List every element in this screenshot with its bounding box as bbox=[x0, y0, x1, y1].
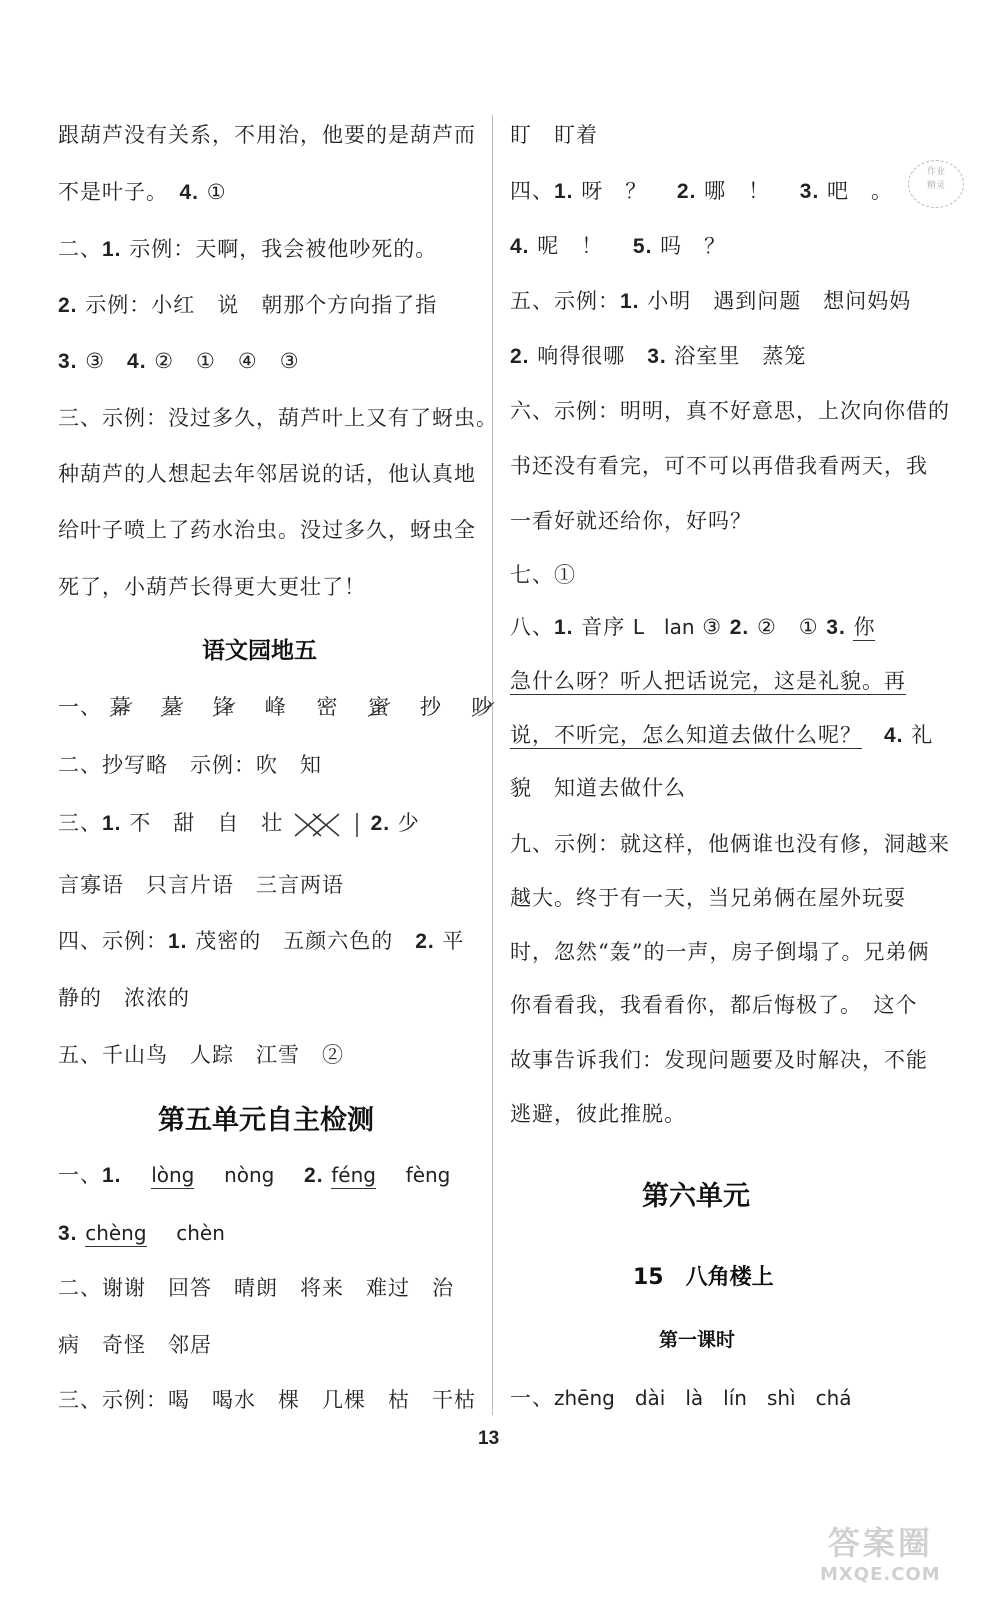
underlined-text: 你 bbox=[853, 615, 876, 639]
answer-line bbox=[58, 1218, 225, 1249]
answer-line bbox=[510, 829, 950, 859]
item-number: 4. bbox=[510, 235, 530, 258]
section-label: 一、 bbox=[58, 695, 102, 719]
answer-line bbox=[58, 983, 190, 1013]
answer-line bbox=[58, 459, 476, 489]
answer-text: ② ① ④ ③ bbox=[154, 349, 300, 373]
item-number: 1. bbox=[168, 930, 188, 953]
item-number: 2. bbox=[415, 930, 435, 953]
answer-line bbox=[510, 1045, 928, 1075]
pinyin-answer: zhēng dài là lín shì chá bbox=[554, 1386, 852, 1410]
answer-line bbox=[510, 286, 911, 317]
answer-text: 九、示例：就这样，他俩谁也没有修，洞越来 bbox=[510, 832, 950, 856]
section-label: 一、 bbox=[510, 1386, 554, 1410]
section-label: 五、示例： bbox=[510, 289, 620, 313]
matching-lines-icon bbox=[291, 810, 363, 840]
stamp-text: 精灵 bbox=[926, 181, 945, 191]
answer-line bbox=[510, 883, 906, 913]
answer-text: 盯 盯着 bbox=[510, 123, 598, 147]
pinyin-option: fèng bbox=[405, 1163, 451, 1187]
answer-text: 死了，小葫芦长得更大更壮了！ bbox=[58, 575, 366, 599]
item-number: 4. bbox=[884, 724, 904, 747]
section-heading: 语文园地五 bbox=[202, 638, 317, 664]
item-number: 3. bbox=[58, 350, 78, 373]
answer-text: 三、示例：没过多久，葫芦叶上又有了蚜虫。 bbox=[58, 406, 498, 430]
answer-line bbox=[58, 750, 322, 780]
item-number: 2. bbox=[58, 294, 78, 317]
answer-line bbox=[58, 572, 366, 602]
answer-text: 浴室里 蒸笼 bbox=[674, 344, 807, 368]
answer-text: ① bbox=[206, 180, 227, 204]
answer-line bbox=[58, 515, 476, 545]
answer-text: 越大。终于有一天，当兄弟俩在屋外玩耍 bbox=[510, 886, 906, 910]
answer-line bbox=[510, 990, 918, 1020]
crossed-char: 蜜 bbox=[368, 692, 390, 722]
watermark-text: 答案圈 bbox=[827, 1524, 933, 1562]
item-number: 3. bbox=[799, 180, 820, 203]
answer-text: 书还没有看完，可不可以再借我看两天，我 bbox=[510, 454, 928, 478]
answer-text: 吧 。 bbox=[826, 179, 893, 203]
item-number: 5. bbox=[632, 235, 653, 258]
pinyin-option: nòng bbox=[224, 1163, 275, 1187]
page-number: 13 bbox=[478, 1428, 500, 1449]
answer-line bbox=[58, 1385, 476, 1415]
item-number: 1. bbox=[554, 616, 574, 639]
answer-line bbox=[510, 231, 726, 262]
underlined-text: 说，不听完，怎么知道去做什么呢？ bbox=[510, 723, 862, 747]
answer-text: 哪 ！ bbox=[704, 179, 771, 203]
answer-text: 平 bbox=[442, 929, 465, 953]
answer-text: 响得很哪 bbox=[537, 344, 626, 368]
answer-text: 音序 bbox=[581, 615, 626, 639]
crossed-char: 墓 bbox=[161, 692, 183, 722]
lesson-heading: 15 八角楼上 bbox=[633, 1265, 774, 1290]
section-label: 八、 bbox=[510, 615, 554, 639]
item-number: 2. bbox=[304, 1164, 324, 1187]
answer-char: 密 bbox=[316, 695, 339, 719]
item-number: 3. bbox=[58, 1222, 78, 1245]
answer-line bbox=[58, 870, 344, 900]
answer-line bbox=[510, 666, 906, 696]
pinyin-answer: lòng bbox=[151, 1163, 195, 1187]
answer-line bbox=[58, 926, 464, 957]
answer-text: 三、示例：喝 喝水 棵 几棵 枯 干枯 bbox=[58, 1388, 476, 1412]
answer-text: 示例：天啊，我会被他吵死的。 bbox=[129, 237, 438, 261]
watermark-url: MXQE.COM bbox=[820, 1564, 941, 1585]
answer-text: 跟葫芦没有关系，不用治，他要的是葫芦而 bbox=[58, 123, 476, 147]
answer-text: 礼 bbox=[911, 723, 934, 747]
answer-line bbox=[58, 1273, 454, 1303]
answer-text: 你看看我，我看看你，都后悔极了。 这个 bbox=[510, 993, 918, 1017]
answer-text: 给叶子喷上了药水治虫。没过多久，蚜虫全 bbox=[58, 518, 476, 542]
class-period-heading: 第一课时 bbox=[659, 1329, 736, 1351]
item-number: 1. bbox=[102, 1164, 122, 1187]
pinyin-answer: L lan bbox=[632, 615, 695, 639]
answer-text: 种葫芦的人想起去年邻居说的话，他认真地 bbox=[58, 462, 476, 486]
item-number: 2. bbox=[370, 812, 391, 835]
section-label: 四、 bbox=[510, 179, 554, 203]
unit-heading: 第六单元 bbox=[642, 1181, 750, 1212]
answer-line bbox=[58, 692, 494, 722]
answer-text: 吗 ？ bbox=[660, 234, 727, 258]
stamp-text: 作业 bbox=[926, 167, 945, 177]
answer-line bbox=[58, 808, 420, 840]
answer-text: ③ bbox=[702, 615, 723, 639]
answer-line bbox=[510, 937, 929, 967]
answer-line bbox=[58, 1160, 450, 1191]
answer-line bbox=[510, 120, 598, 150]
crossed-char: 幕 bbox=[110, 692, 132, 722]
answer-text: 不 甜 自 壮 bbox=[129, 811, 284, 835]
answer-text: 一看好就还给你，好吗？ bbox=[510, 509, 752, 533]
item-number: 3. bbox=[647, 345, 667, 368]
answer-line bbox=[58, 1040, 344, 1070]
pinyin-answer: chèng bbox=[85, 1221, 147, 1245]
stamp-logo bbox=[908, 160, 964, 208]
pinyin-option: chèn bbox=[176, 1221, 225, 1245]
answer-line bbox=[58, 403, 498, 433]
answer-text: 七、① bbox=[510, 563, 576, 587]
column-divider bbox=[492, 115, 493, 1415]
answer-text: 少 bbox=[397, 811, 420, 835]
answer-text: 时，忽然“轰”的一声，房子倒塌了。兄弟俩 bbox=[510, 940, 930, 964]
item-number: 1. bbox=[102, 812, 122, 835]
answer-line bbox=[510, 612, 875, 643]
answer-line bbox=[510, 773, 686, 803]
item-number: 4. bbox=[127, 350, 147, 373]
answer-text: ② bbox=[322, 1043, 344, 1067]
answer-line bbox=[510, 506, 752, 536]
watermark-logo bbox=[820, 1518, 941, 1585]
item-number: 2. bbox=[676, 180, 697, 203]
answer-text: 貌 知道去做什么 bbox=[510, 776, 686, 800]
answer-line bbox=[510, 176, 893, 207]
answer-char: 峰 bbox=[264, 695, 287, 719]
answer-line bbox=[510, 451, 928, 481]
section-heading: 第五单元自主检测 bbox=[158, 1105, 374, 1136]
answer-text: 不是叶子。 bbox=[58, 180, 158, 204]
answer-text: 病 奇怪 邻居 bbox=[58, 1333, 212, 1357]
answer-text: 六、示例：明明，真不好意思，上次向你借的 bbox=[510, 399, 950, 423]
pinyin-answer: féng bbox=[331, 1163, 376, 1187]
answer-line bbox=[510, 341, 806, 372]
underlined-text: 急什么呀？听人把话说完，这是礼貌。再 bbox=[510, 669, 906, 693]
answer-text: ③ bbox=[85, 349, 106, 373]
answer-line bbox=[58, 120, 476, 150]
answer-text: 茂密的 五颜六色的 bbox=[195, 929, 394, 953]
answer-text: 示例：小红 说 朝那个方向指了指 bbox=[85, 293, 438, 317]
answer-line bbox=[510, 720, 933, 751]
item-number: 2. bbox=[510, 345, 530, 368]
answer-text: 二、抄写略 示例：吹 知 bbox=[58, 753, 322, 777]
answer-line bbox=[58, 234, 437, 265]
item-number: 3. bbox=[826, 616, 846, 639]
answer-line bbox=[58, 290, 437, 321]
answer-text: 五、千山鸟 人踪 江雪 bbox=[58, 1043, 300, 1067]
answer-text: 故事告诉我们：发现问题要及时解决，不能 bbox=[510, 1048, 928, 1072]
answer-text: 逃避，彼此推脱。 bbox=[510, 1102, 686, 1126]
answer-line bbox=[510, 560, 576, 590]
section-label: 一、 bbox=[58, 1163, 102, 1187]
answer-line bbox=[58, 346, 300, 377]
answer-line bbox=[58, 177, 227, 208]
item-number: 1. bbox=[102, 238, 122, 261]
answer-char: 抄 bbox=[419, 695, 442, 719]
answer-text: 二、谢谢 回答 晴朗 将来 难过 治 bbox=[58, 1276, 454, 1300]
item-number: 1. bbox=[620, 290, 640, 313]
answer-text: ② ① bbox=[756, 615, 819, 639]
crossed-char: 吵 bbox=[472, 692, 494, 722]
item-number: 2. bbox=[729, 616, 750, 639]
answer-line bbox=[510, 396, 950, 426]
crossed-char: 锋 bbox=[213, 692, 235, 722]
item-number: 1. bbox=[554, 180, 574, 203]
section-label: 三、 bbox=[58, 811, 102, 835]
answer-text: 小明 遇到问题 想问妈妈 bbox=[647, 289, 912, 313]
section-label: 二、 bbox=[58, 237, 102, 261]
answer-text: 呀 ？ bbox=[581, 179, 648, 203]
answer-text: 呢 ！ bbox=[537, 234, 604, 258]
answer-line bbox=[510, 1099, 686, 1129]
answer-line bbox=[58, 1330, 212, 1360]
answer-text: 言寡语 只言片语 三言两语 bbox=[58, 873, 344, 897]
answer-text: 静的 浓浓的 bbox=[58, 986, 190, 1010]
section-label: 四、示例： bbox=[58, 929, 168, 953]
answer-line bbox=[510, 1383, 852, 1413]
item-number: 4. bbox=[179, 181, 200, 204]
